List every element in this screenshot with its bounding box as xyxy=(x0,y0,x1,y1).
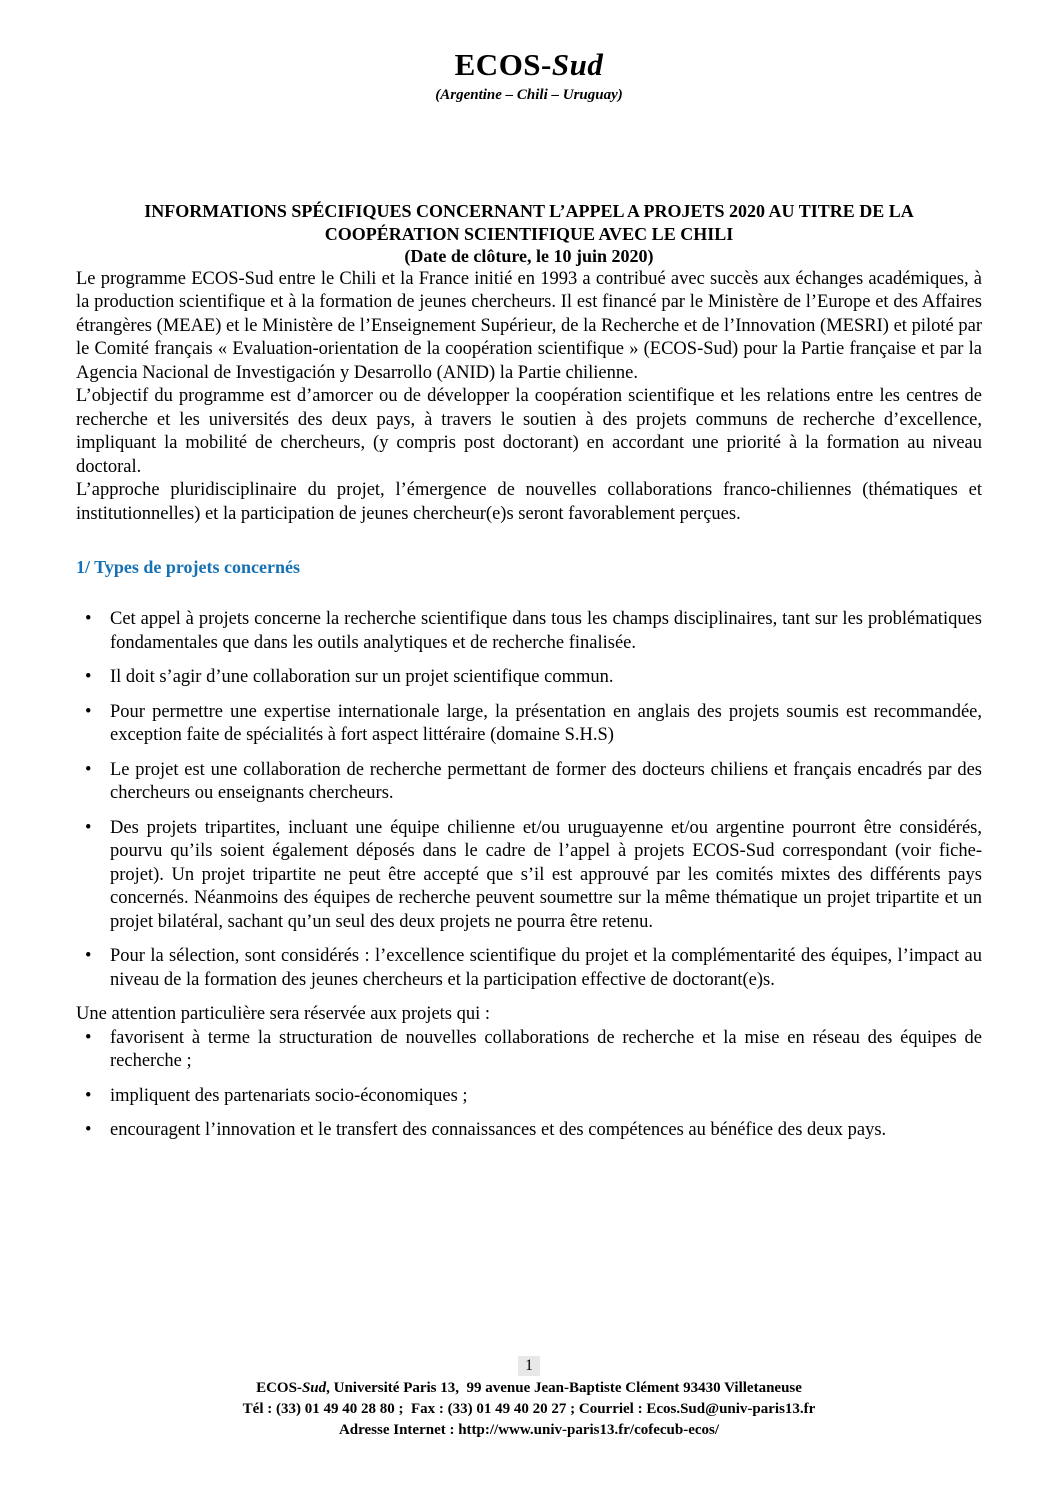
page-footer xyxy=(0,1356,1058,1441)
main-heading-line2: COOPÉRATION SCIENTIFIQUE AVEC LE CHILI xyxy=(324,223,734,244)
paragraph-objective: L’objectif du programme est d’amorcer ou de développer la coopération scientifique et les relations entre les centres de recherche et les universités des deux pays, à travers le soutien à des projets communs de recherche d’excellence, impliquant la mobilité de chercheurs, (y compris post doctorant) en accordant une priorité à la formation au niveau doctoral. xyxy=(76,386,982,477)
bullet-item xyxy=(76,817,982,935)
bullet-text: Des projets tripartites, incluant une équipe chilienne et/ou uruguayenne et/ou argentine pourront être considérés, pourvu qu’ils soient également déposés dans le cadre de l’appel à projets ECOS-Sud correspondant (voir fiche-projet). Un projet tripartite ne peut être accepté que s’il est approuvé par les comités mixtes des différents pays concernés. Néanmoins des équipes de recherche peuvent soumettre sur la même thématique un projet tripartite et un projet bilatéral, sachant qu’un seul des deux projets ne pourra être retenu. xyxy=(110,817,982,932)
footer-contact-line: Tél : (33) 01 49 40 28 80 ; Fax : (33) 01 49 40 20 27 ; Courriel : Ecos.Sud@univ-paris13.fr xyxy=(242,1401,816,1417)
bullet-text: encouragent l’innovation et le transfert des connaissances et des compétences au bénéfice des deux pays. xyxy=(110,1120,887,1140)
main-heading-line1: INFORMATIONS SPÉCIFIQUES CONCERNANT L’APPEL A PROJETS 2020 AU TITRE DE LA xyxy=(144,201,914,221)
footer-address-rest: , Université Paris 13, 99 avenue Jean-Baptiste Clément 93430 Villetaneuse xyxy=(326,1380,802,1396)
bullet-text: Il doit s’agir d’une collaboration sur un projet scientifique commun. xyxy=(110,667,614,687)
document-subtitle: (Argentine – Chili – Uruguay) xyxy=(435,87,623,103)
bullet-text: favorisent à terme la structuration de nouvelles collaborations de recherche et la mise en réseau des équipes de recherche ; xyxy=(110,1027,982,1071)
page-number: 1 xyxy=(518,1356,540,1376)
bullet-item xyxy=(76,608,982,655)
section1-heading: 1/ Types de projets concernés xyxy=(76,557,300,577)
section1-bullet-list xyxy=(76,608,982,992)
bullet-text: Pour la sélection, sont considérés : l’excellence scientifique du projet et la complémentarité des équipes, l’impact au niveau de la formation des jeunes chercheurs et la participation effective de doctorant(e)s. xyxy=(110,946,982,990)
bullet-item xyxy=(76,1085,982,1109)
bullet-item xyxy=(76,945,982,992)
footer-org-italic: Sud xyxy=(301,1380,327,1396)
bullet-text: Cet appel à projets concerne la recherche scientifique dans tous les champs disciplinaires, tant sur les problématiques fondamentales que dans les outils analytiques et de recherche finalisée. xyxy=(110,609,982,653)
bullet-item xyxy=(76,666,982,690)
bullet-item xyxy=(76,759,982,806)
bullet-text: impliquent des partenariats socio-économiques ; xyxy=(110,1085,468,1106)
main-heading-date: (Date de clôture, le 10 juin 2020) xyxy=(404,246,654,266)
paragraph-approach: L’approche pluridisciplinaire du projet, l’émergence de nouvelles collaborations franco-chiliennes (thématiques et institutionnelles) et la participation de jeunes chercheur(e)s seront favorablement perçues. xyxy=(76,480,982,524)
footer-address-line xyxy=(0,1378,1058,1399)
document-title-suffix: Sud xyxy=(551,47,604,82)
document-body xyxy=(76,268,982,1143)
bullet-text: Le projet est une collaboration de recherche permettant de former des docteurs chiliens et français encadrés par des chercheurs ou enseignants chercheurs. xyxy=(110,759,982,803)
bullet-text: Pour permettre une expertise internationale large, la présentation en anglais des projets soumis est recommandée, exception faite de spécialités à fort aspect littéraire (domaine S.H.S) xyxy=(110,701,982,745)
main-heading xyxy=(76,200,982,268)
footer-org-prefix: ECOS- xyxy=(256,1380,302,1396)
bullet-item xyxy=(76,701,982,748)
attention-intro: Une attention particulière sera réservée aux projets qui : xyxy=(76,1004,491,1024)
document-title xyxy=(76,46,982,84)
document-title-prefix: ECOS- xyxy=(454,47,552,82)
bullet-item xyxy=(76,1119,982,1143)
attention-bullet-list xyxy=(76,1027,982,1143)
paragraph-intro: Le programme ECOS-Sud entre le Chili et la France initié en 1993 a contribué avec succès aux échanges académiques, à la production scientifique et à la formation de jeunes chercheurs. Il est financé par le Ministère de l’Europe et des Affaires étrangères (MEAE) et le Ministère de l’Enseignement Supérieur, de la Recherche et de l’Innovation (MESRI) et piloté par le Comité français « Evaluation-orientation de la coopération scientifique » (ECOS-Sud) pour la Partie française et par la Agencia Nacional de Investigación y Desarrollo (ANID) la Partie chilienne. xyxy=(76,268,982,383)
footer-url-line: Adresse Internet : http://www.univ-paris13.fr/cofecub-ecos/ xyxy=(338,1422,720,1438)
bullet-item xyxy=(76,1027,982,1074)
